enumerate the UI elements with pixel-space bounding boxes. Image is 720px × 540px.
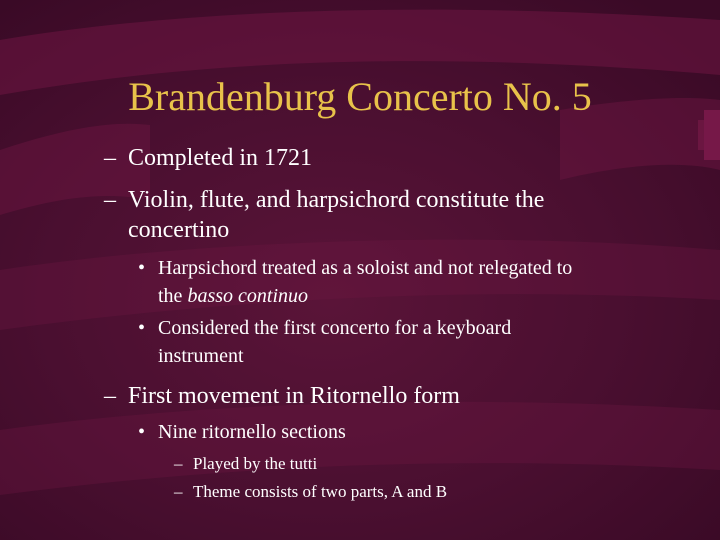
continuation-prefix: the — [158, 285, 188, 307]
edge-accent-small — [698, 120, 704, 150]
sub-bullet-text-continuation: instrument — [158, 345, 244, 367]
sub-bullet-text-continuation — [158, 284, 308, 308]
dash-marker: – — [174, 482, 183, 501]
dash-marker: – — [104, 383, 116, 409]
bullet-marker: • — [138, 421, 146, 443]
dash-marker: – — [104, 187, 116, 213]
bullet-text: First movement in Ritornello form — [128, 383, 460, 409]
italic-term: basso continuo — [187, 285, 308, 307]
slide-title: Brandenburg Concerto No. 5 — [128, 74, 592, 119]
dash-marker: – — [174, 454, 183, 473]
bullet-marker: • — [138, 257, 146, 279]
dash-marker: – — [104, 145, 116, 171]
bullet-marker: • — [138, 317, 146, 339]
sub-sub-bullet-text: Theme consists of two parts, A and B — [193, 482, 448, 501]
sub-bullet-text: Harpsichord treated as a soloist and not relegated to — [158, 257, 573, 279]
sub-bullet-text: Nine ritornello sections — [158, 421, 346, 443]
bullet-text: Completed in 1721 — [128, 145, 312, 171]
bullet-text-continuation: concertino — [128, 217, 230, 243]
sub-bullet-text: Considered the first concerto for a keyboard — [158, 317, 512, 339]
sub-sub-bullet-text: Played by the tutti — [193, 454, 318, 473]
bullet-text: Violin, flute, and harpsichord constitute the — [128, 187, 545, 213]
